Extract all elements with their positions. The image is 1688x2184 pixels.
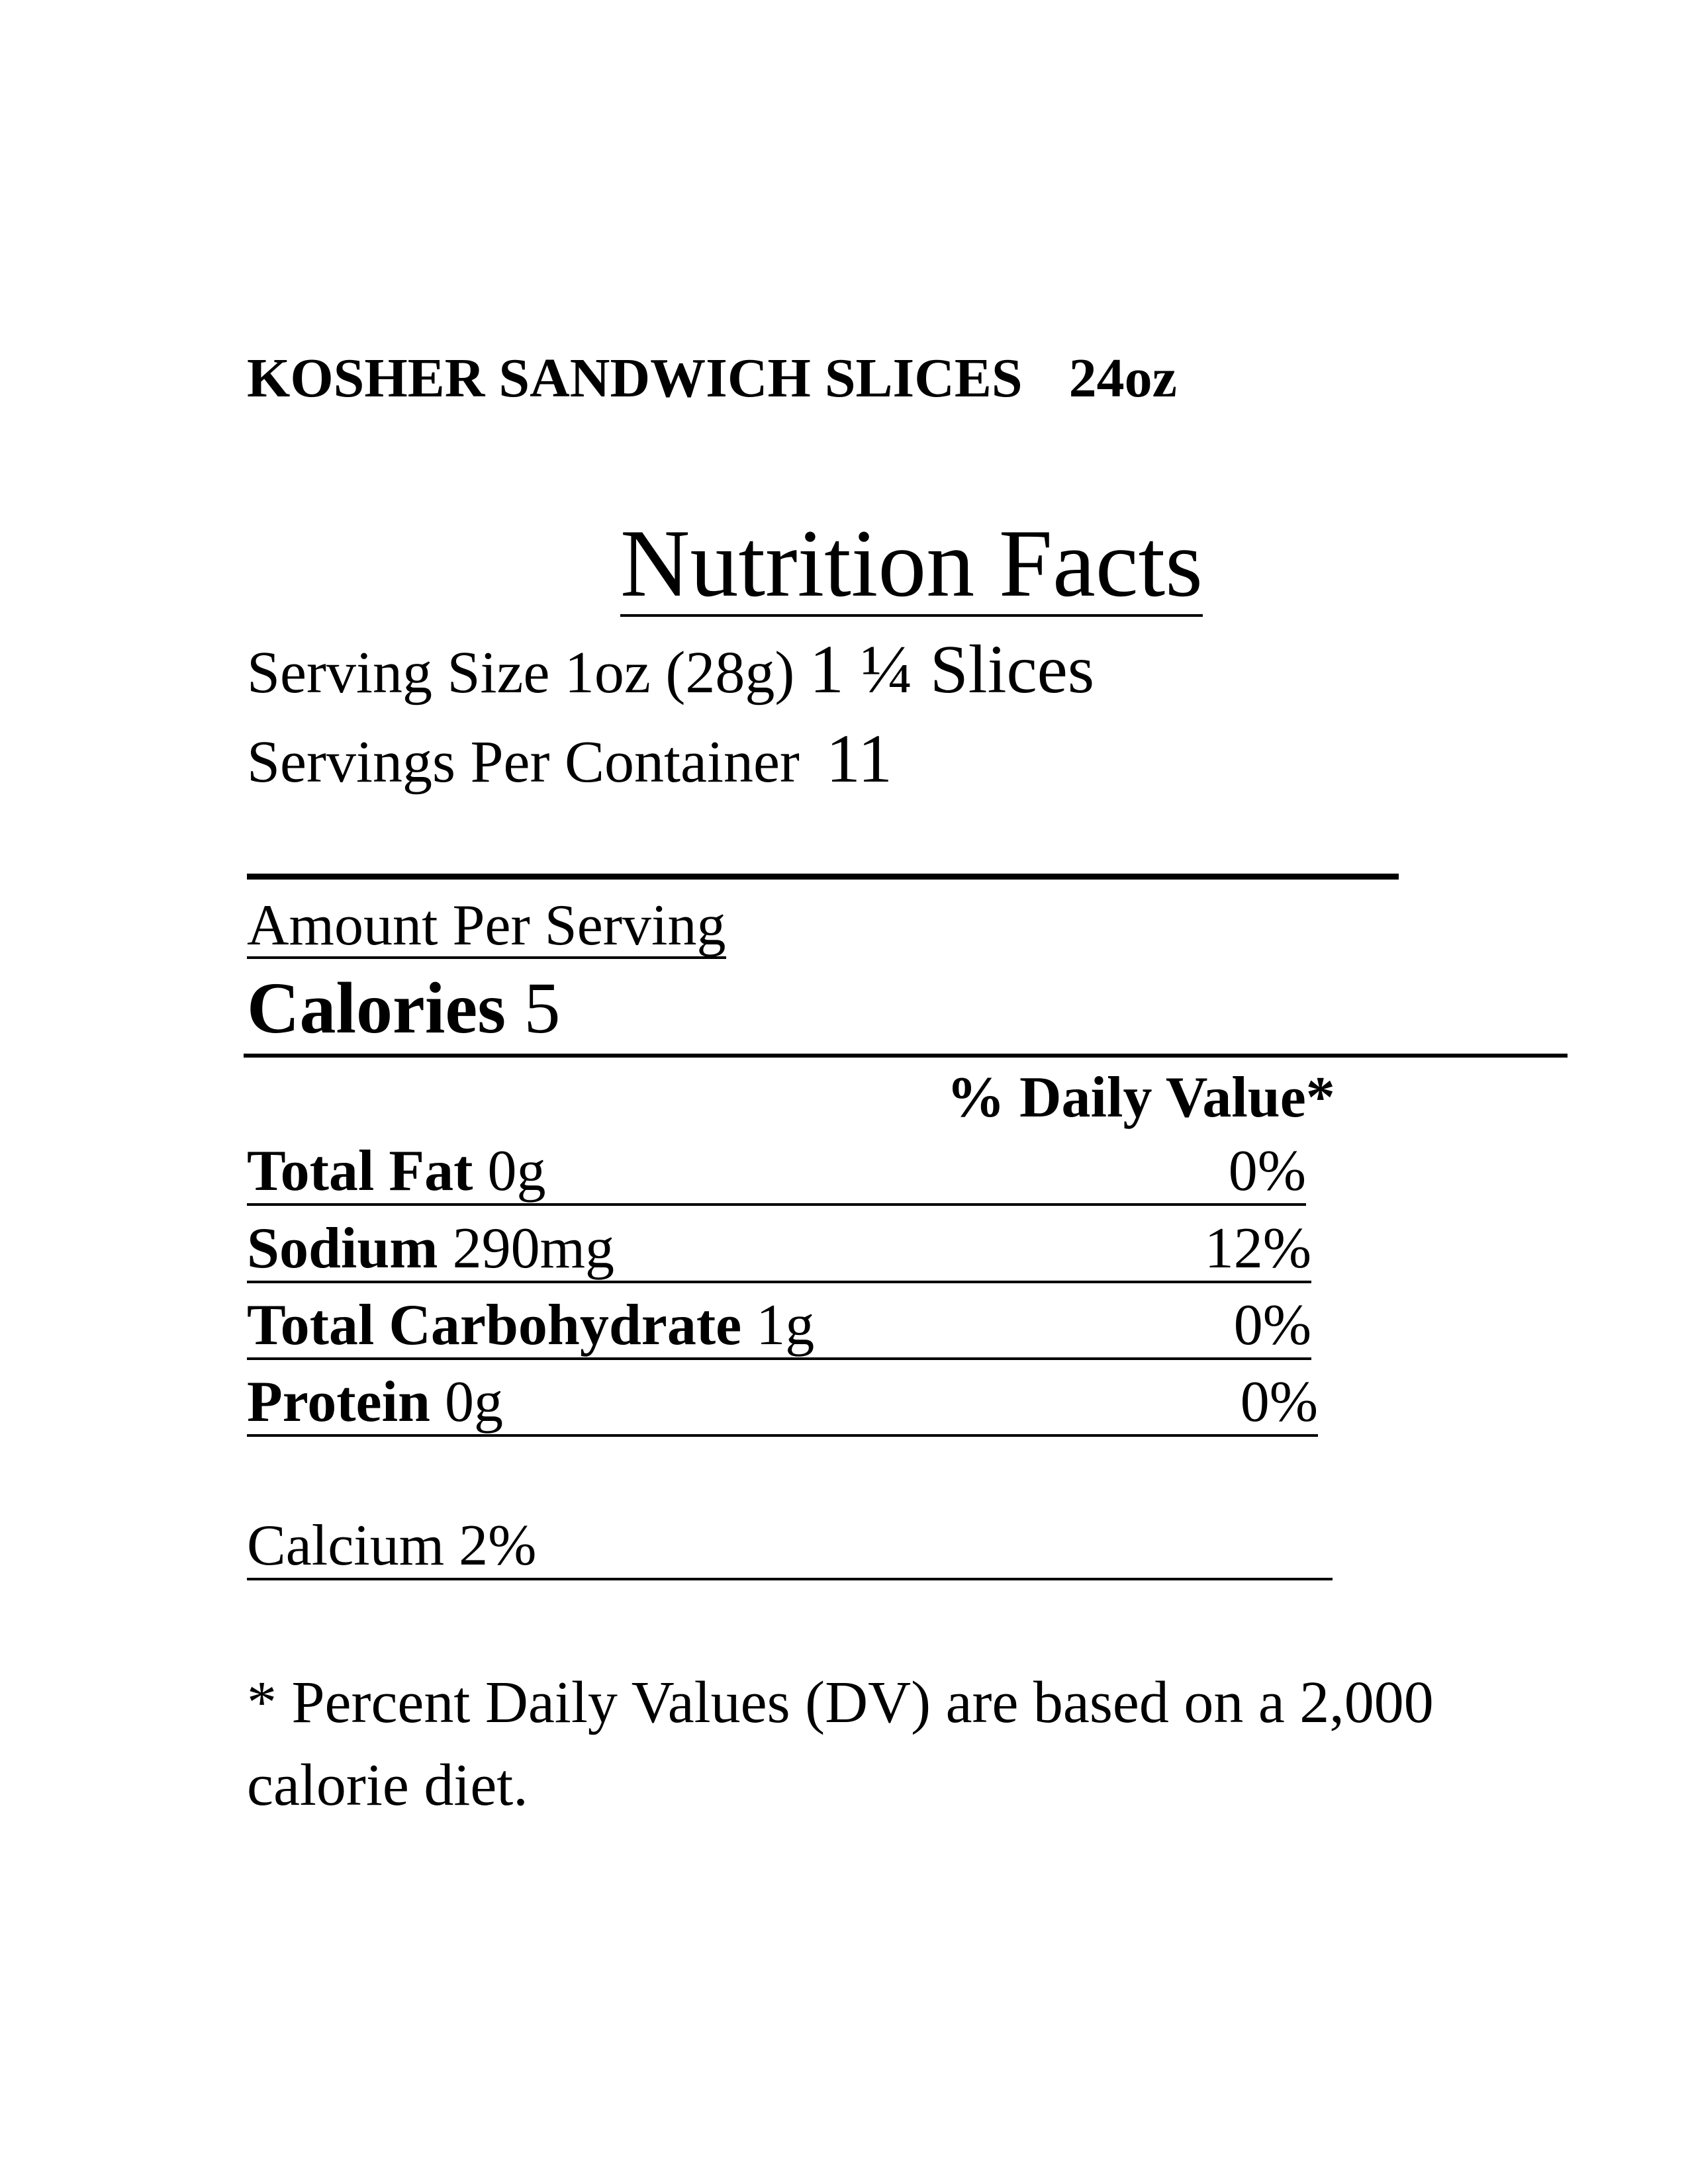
nutrient-amount: 0g (487, 1139, 546, 1203)
nutrient-name: Sodium (247, 1216, 438, 1281)
servings-per-container-label: Servings Per Container (247, 729, 800, 795)
nutrient-daily-value: 0% (1240, 1370, 1318, 1434)
calories-label: Calories (247, 968, 506, 1048)
nutrient-amount: 290mg (452, 1216, 615, 1281)
nutrient-amount: 0g (444, 1370, 503, 1434)
nutrient-row-sodium (247, 1217, 1311, 1283)
nutrient-name: Total Fat (247, 1139, 473, 1203)
servings-per-container-value: 11 (825, 721, 893, 797)
serving-size-label: Serving Size 1oz (28g) (247, 640, 795, 705)
amount-per-serving: Amount Per Serving (247, 893, 726, 958)
serving-size (247, 631, 1095, 707)
nutrition-facts-title: Nutrition Facts (620, 510, 1203, 617)
calcium-row (247, 1514, 1333, 1580)
nutrient-row-protein (247, 1371, 1318, 1437)
daily-value-footnote: * Percent Daily Values (DV) are based on a 2,000 calorie diet. (247, 1670, 1434, 1818)
serving-size-value: 1 ¼ Slices (809, 631, 1095, 707)
nutrient-daily-value: 12% (1204, 1216, 1311, 1281)
servings-per-container (247, 721, 893, 797)
nutrient-amount: 1g (756, 1293, 815, 1357)
nutrient-name: Total Carbohydrate (247, 1293, 742, 1357)
product-title (247, 347, 1177, 409)
nutrient-row-total-carbohydrate (247, 1294, 1311, 1360)
section-divider (247, 874, 1399, 880)
nutrient-row-total-fat (247, 1140, 1306, 1206)
calories-divider (244, 1054, 1568, 1058)
nutrient-name: Protein (247, 1370, 430, 1434)
nutrition-facts-heading (0, 510, 1688, 617)
nutrient-daily-value: 0% (1233, 1293, 1311, 1357)
product-size: 24oz (1068, 347, 1177, 409)
product-name: KOSHER SANDWICH SLICES (247, 347, 1023, 409)
daily-value-header: % Daily Value* (947, 1066, 1335, 1130)
calories (247, 968, 561, 1048)
calories-value: 5 (524, 968, 561, 1048)
nutrient-daily-value: 0% (1228, 1139, 1306, 1203)
calcium-text: Calcium 2% (247, 1514, 537, 1578)
